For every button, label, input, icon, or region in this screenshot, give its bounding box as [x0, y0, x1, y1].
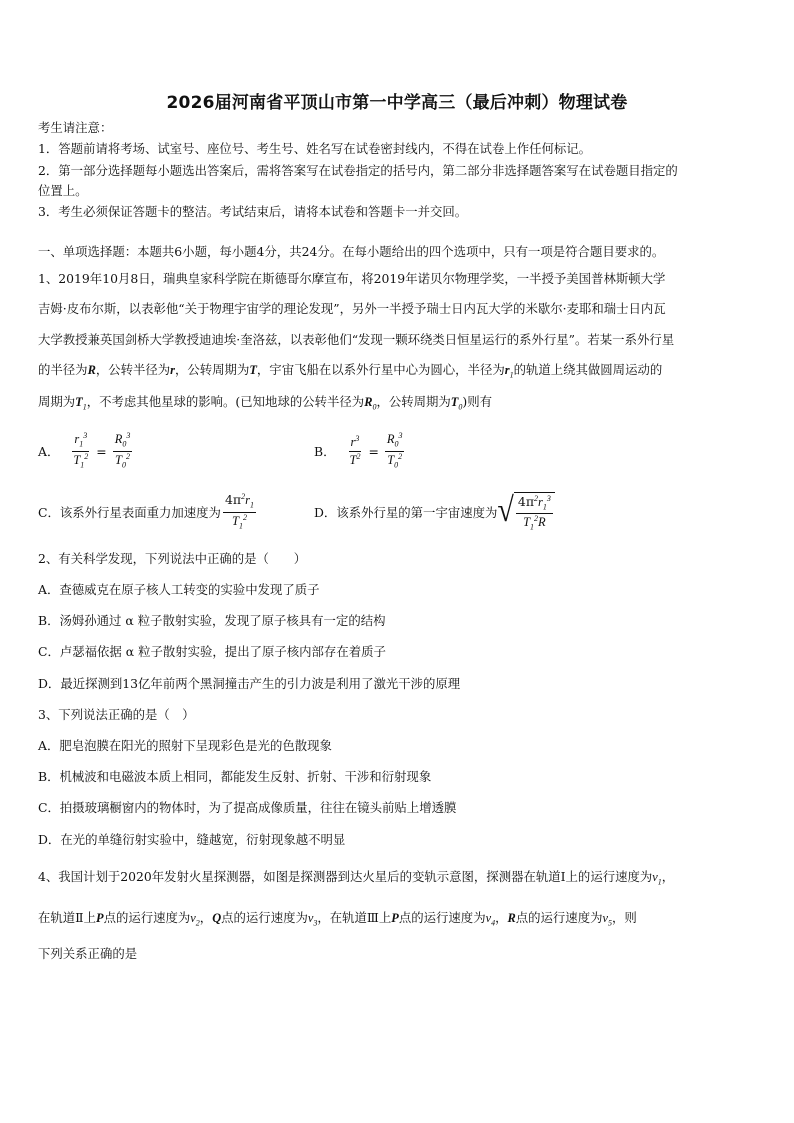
q3-option-a[interactable]: A．肥皂泡膜在阳光的照射下呈现彩色是光的色散现象	[38, 738, 332, 753]
q2-option-b[interactable]: B．汤姆孙通过 α 粒子散射实验，发现了原子核具有一定的结构	[38, 613, 386, 628]
q3-option-d[interactable]: D．在光的单缝衍射实验中，缝越宽，衍射现象越不明显	[38, 832, 346, 847]
notice-heading: 考生请注意：	[38, 120, 113, 135]
q2-option-c[interactable]: C．卢瑟福依据 α 粒子散射实验，提出了原子核内部存在着质子	[38, 644, 386, 659]
q1-line-2: 吉姆·皮布尔斯，以表彰他“关于物理宇宙学的理论发现”，另外一半授予瑞士日内瓦大学的米歇尔·麦耶和瑞士日内瓦	[38, 301, 666, 316]
q2-option-d[interactable]: D．最近探测到13亿年前两个黑洞撞击产生的引力波是利用了激光干涉的原理	[38, 676, 461, 691]
q4-line-3: 下列关系正确的是	[38, 946, 138, 961]
q2-stem: 2、有关科学发现，下列说法中正确的是（ ）	[38, 551, 307, 566]
formula-sqrt: √ $\frac{4\pi^2r_1^3}{T_1^2R}$	[497, 492, 555, 533]
q1-option-b[interactable]: B． $\frac{r^3}{T^2}$ = $\frac{R_0^3}{T_0^2}$	[314, 431, 403, 470]
q1-line-4: 的半径为R，公转半径为r，公转周期为T，宇宙飞船在以系外行星中心为圆心，半径为$r_1$的轨道上绕其做圆周运动的	[38, 362, 663, 380]
formula-fraction: $\frac{4\pi^2r_1}{T_1^2}$	[224, 492, 254, 531]
q2-option-a[interactable]: A．查德威克在原子核人工转变的实验中发现了质子	[38, 582, 320, 597]
notice-item-3: 3．考生必须保证答题卡的整洁。考试结束后，请将本试卷和答题卡一并交回。	[38, 204, 468, 219]
formula-fraction: $\frac{r_1^3}{T_1^2}$	[73, 431, 89, 470]
q4-line-2: 在轨道Ⅱ上P点的运行速度为$v_2$，Q点的运行速度为$v_3$，在轨道Ⅲ上P点的运行速度为$v_4$，R点的运行速度为$v_5$，则	[38, 910, 637, 928]
q3-option-c[interactable]: C．拍摄玻璃橱窗内的物体时，为了提高成像质量，往往在镜头前贴上增透膜	[38, 800, 457, 815]
formula-fraction: $\frac{r^3}{T^2}$	[349, 433, 361, 467]
q1-options-cd	[38, 487, 758, 537]
q3-option-b[interactable]: B．机械波和电磁波本质上相同，都能发生反射、折射、干涉和衍射现象	[38, 769, 432, 784]
page-title: 2026届河南省平顶山市第一中学高三（最后冲刺）物理试卷	[166, 93, 628, 113]
q3-stem: 3、下列说法正确的是（ ）	[38, 707, 195, 722]
formula-fraction: $\frac{R_0^3}{T_0^2}$	[386, 431, 403, 470]
q1-option-a[interactable]: A． $\frac{r_1^3}{T_1^2}$ = $\frac{R_0^3}{T_0^2}$	[38, 431, 131, 470]
notice-item-2: 2．第一部分选择题每小题选出答案后，需将答案写在试卷指定的括号内，第二部分非选择题答案写在试卷题目指定的	[38, 163, 678, 178]
notice-item-1: 1．答题前请将考场、试室号、座位号、考生号、姓名写在试卷密封线内，不得在试卷上作任何标记。	[38, 141, 592, 156]
q1-options-ab	[38, 426, 758, 476]
section-heading: 一、单项选择题：本题共6小题，每小题4分，共24分。在每小题给出的四个选项中，只有一项是符合题目要求的。	[38, 244, 665, 259]
q1-line-1: 1、2019年10月8日，瑞典皇家科学院在斯德哥尔摩宣布，将2019年诺贝尔物理学奖，一半授予美国普林斯顿大学	[38, 271, 666, 286]
notice-item-2-cont: 位置上。	[38, 183, 88, 198]
q1-option-d[interactable]: D．该系外行星的第一宇宙速度为 √ $\frac{4\pi^2r_1^3}{T_1^2R}$	[314, 487, 555, 537]
q1-line-5: 周期为$T_1$，不考虑其他星球的影响。(已知地球的公转半径为$R_0$，公转周期为$T_0$)则有	[38, 394, 492, 412]
q1-option-c[interactable]: C．该系外行星表面重力加速度为 $\frac{4\pi^2r_1}{T_1^2}$	[38, 492, 254, 531]
formula-fraction: $\frac{R_0^3}{T_0^2}$	[114, 431, 131, 470]
q4-line-1: 4、我国计划于2020年发射火星探测器，如图是探测器到达火星后的变轨示意图，探测器在轨道Ⅰ上的运行速度为$v_1$，	[38, 869, 675, 887]
q1-line-3: 大学教授兼英国剑桥大学教授迪迪埃·奎洛兹，以表彰他们“发现一颗环绕类日恒星运行的系外行星”。若某一系外行星	[38, 332, 675, 347]
